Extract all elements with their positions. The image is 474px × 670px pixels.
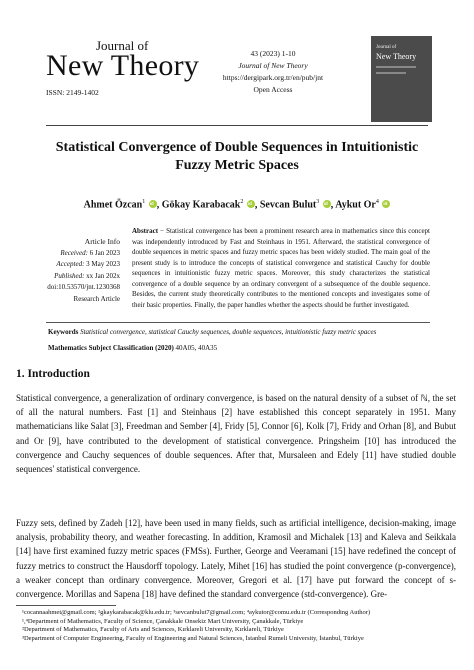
orcid-icon[interactable] — [149, 200, 157, 208]
abstract-text: Statistical convergence has been a prominent research area in mathematics since this concept was independently introduced by Fast and Steinhaus in 1951. Afterward, the statistical convergence of double sequences in metric spaces and fuzzy metric spaces has been widely studied. The main goal of the present study is to introduce the concepts of statistical convergence and statistical Cauchy for double sequences in intuitionistic fuzzy metric spaces. Moreover, this study characterizes the statistical convergence of a double sequence by an ordinary convergent of a subsequence of the double sequence. Besides, the current study theoretically contributes to the mentioned concepts and investigates some of their basic properties. Finally, the paper handles whether the aspects should be further investigated. — [132, 227, 430, 309]
title-line-2: Fuzzy Metric Spaces — [175, 158, 299, 173]
msc-codes: 40A05, 40A35 — [175, 344, 218, 352]
accepted-label: Accepted: — [56, 260, 85, 269]
volume-pages: 43 (2023) 1-10 — [250, 49, 296, 58]
published-date: xx Jan 202x — [86, 271, 120, 280]
journal-url[interactable]: https://dergipark.org.tr/en/pub/jnt — [222, 73, 324, 82]
article-info-heading: Article Info — [84, 237, 120, 246]
abstract — [132, 226, 430, 310]
footnote-emails: ¹cocannaahmet@gmail.com; ²gkaykarabacak@klu.edu.tr; ³sevcanbulut7@gmail.com; ⁴aykutor@comu.edu.tr (Corresponding Author) — [22, 609, 371, 616]
cover-bar — [376, 72, 406, 74]
author-name: Sevcan Bulut — [259, 199, 317, 211]
footnotes — [16, 609, 456, 643]
received-date: 6 Jan 2023 — [89, 248, 120, 257]
section-heading: 1. Introduction — [16, 368, 90, 380]
issn: ISSN: 2149-1402 — [46, 88, 99, 97]
paragraph: Statistical convergence, a generalization of ordinary convergence, is based on the natural density of a subset of ℕ, the set of all the natural numbers. Fast [1] and Steinhaus [2] have established this concept separately in 1951. Many mathematicians like Salat [3], Freedman and Sember [4], Fridy [5], Connor [6], Kolk [7], Fridy and Orhan [8], and Bubut and Or [9], have contributed to the development of statistical convergence. Pringsheim [10] has introduced the convergence and Cauchy sequences of double sequences. After that, Mursaleen and Edely [11] have studied double sequences' statistical convergence. — [16, 393, 456, 475]
doi[interactable]: doi:10.53570/jnt.1230368 — [47, 283, 120, 292]
journal-prefix: Journal of — [96, 38, 149, 53]
keywords-text: Statistical convergence, statistical Cauchy sequences, double sequences, intuitionistic fuzzy metric spaces — [80, 328, 377, 336]
author-name: Aykut Or — [335, 199, 376, 211]
orcid-icon[interactable] — [247, 200, 255, 208]
orcid-icon[interactable] — [323, 200, 331, 208]
footnote-affiliation: ¹,⁴Department of Mathematics, Faculty of Science, Çanakkale Onsekiz Mart University, Çanakkale, Türkiye — [22, 617, 304, 625]
author-sup: 1 — [142, 199, 146, 205]
article-info — [28, 236, 120, 306]
cover-title: New Theory — [376, 52, 417, 61]
author-sup: 3 — [316, 199, 320, 205]
open-access: Open Access — [253, 85, 293, 94]
abstract-divider — [46, 322, 430, 323]
accepted-date: 3 May 2023 — [86, 260, 120, 269]
author-list: Ahmet Özcan$^1$ id , Gökay Karabacak$^2$ id , Sevcan Bulut$^3$ id , Aykut Or$^4$ id — [60, 199, 414, 210]
cover-prefix: Journal of — [376, 45, 397, 50]
article-type: Research Article — [73, 294, 120, 303]
received-label: Received: — [60, 248, 88, 257]
footnote-affiliation: ²Department of Mathematics, Faculty of Arts and Sciences, Kırklareli University, Kırklareli, Türkiye — [22, 626, 284, 634]
abstract-dash: − — [160, 227, 165, 235]
msc-label: Mathematics Subject Classification (2020) — [48, 344, 174, 352]
keywords — [48, 327, 430, 337]
keywords-label: Keywords — [48, 328, 79, 336]
orcid-icon[interactable] — [382, 200, 390, 208]
footnote-divider — [16, 605, 116, 606]
cover-bar — [376, 66, 416, 68]
subject-classification — [48, 344, 430, 352]
journal-cover-image — [371, 36, 432, 122]
journal-name: New Theory — [46, 49, 200, 82]
author-name: Ahmet Özcan — [83, 199, 143, 211]
published-label: Published: — [54, 271, 85, 280]
author-name: Gökay Karabacak — [161, 199, 241, 211]
journal-italic: Journal of New Theory — [238, 61, 308, 70]
footnote-affiliation: ³Department of Computer Engineering, Faculty of Engineering and Natural Sciences, İstanbul Rumeli University, İstanbul, Türkiye — [22, 634, 364, 642]
author-sup: 2 — [240, 199, 244, 205]
paragraph: Fuzzy sets, defined by Zadeh [12], have been used in many fields, such as artificial intelligence, decision-making, image analysis, probability theory, and weather forecasting. In addition, Kramosil and Michalek [13] and Kaleva and Seikkala [14] have first examined fuzzy metric spaces (FMSs). Further, George and Veeramani [15] have redefined the concept of fuzzy metrics to construct the Hausdorff topology. Lately, Mihet [16] has studied the point convergence (p-convergence), a weaker concept than ordinary convergence. Moreover, Gregori et al. [17] have put forward the concept of s-convergence. Morillas and Sapena [18] have defined the standard convergence (std-convergence). Gre- — [16, 518, 456, 600]
author-sup: 4 — [375, 199, 379, 205]
header-meta — [218, 48, 328, 96]
paper-title — [40, 139, 434, 175]
abstract-label: Abstract — [132, 227, 159, 235]
header-divider — [46, 125, 428, 126]
title-line-1: Statistical Convergence of Double Sequences in Intuitionistic — [55, 140, 419, 155]
